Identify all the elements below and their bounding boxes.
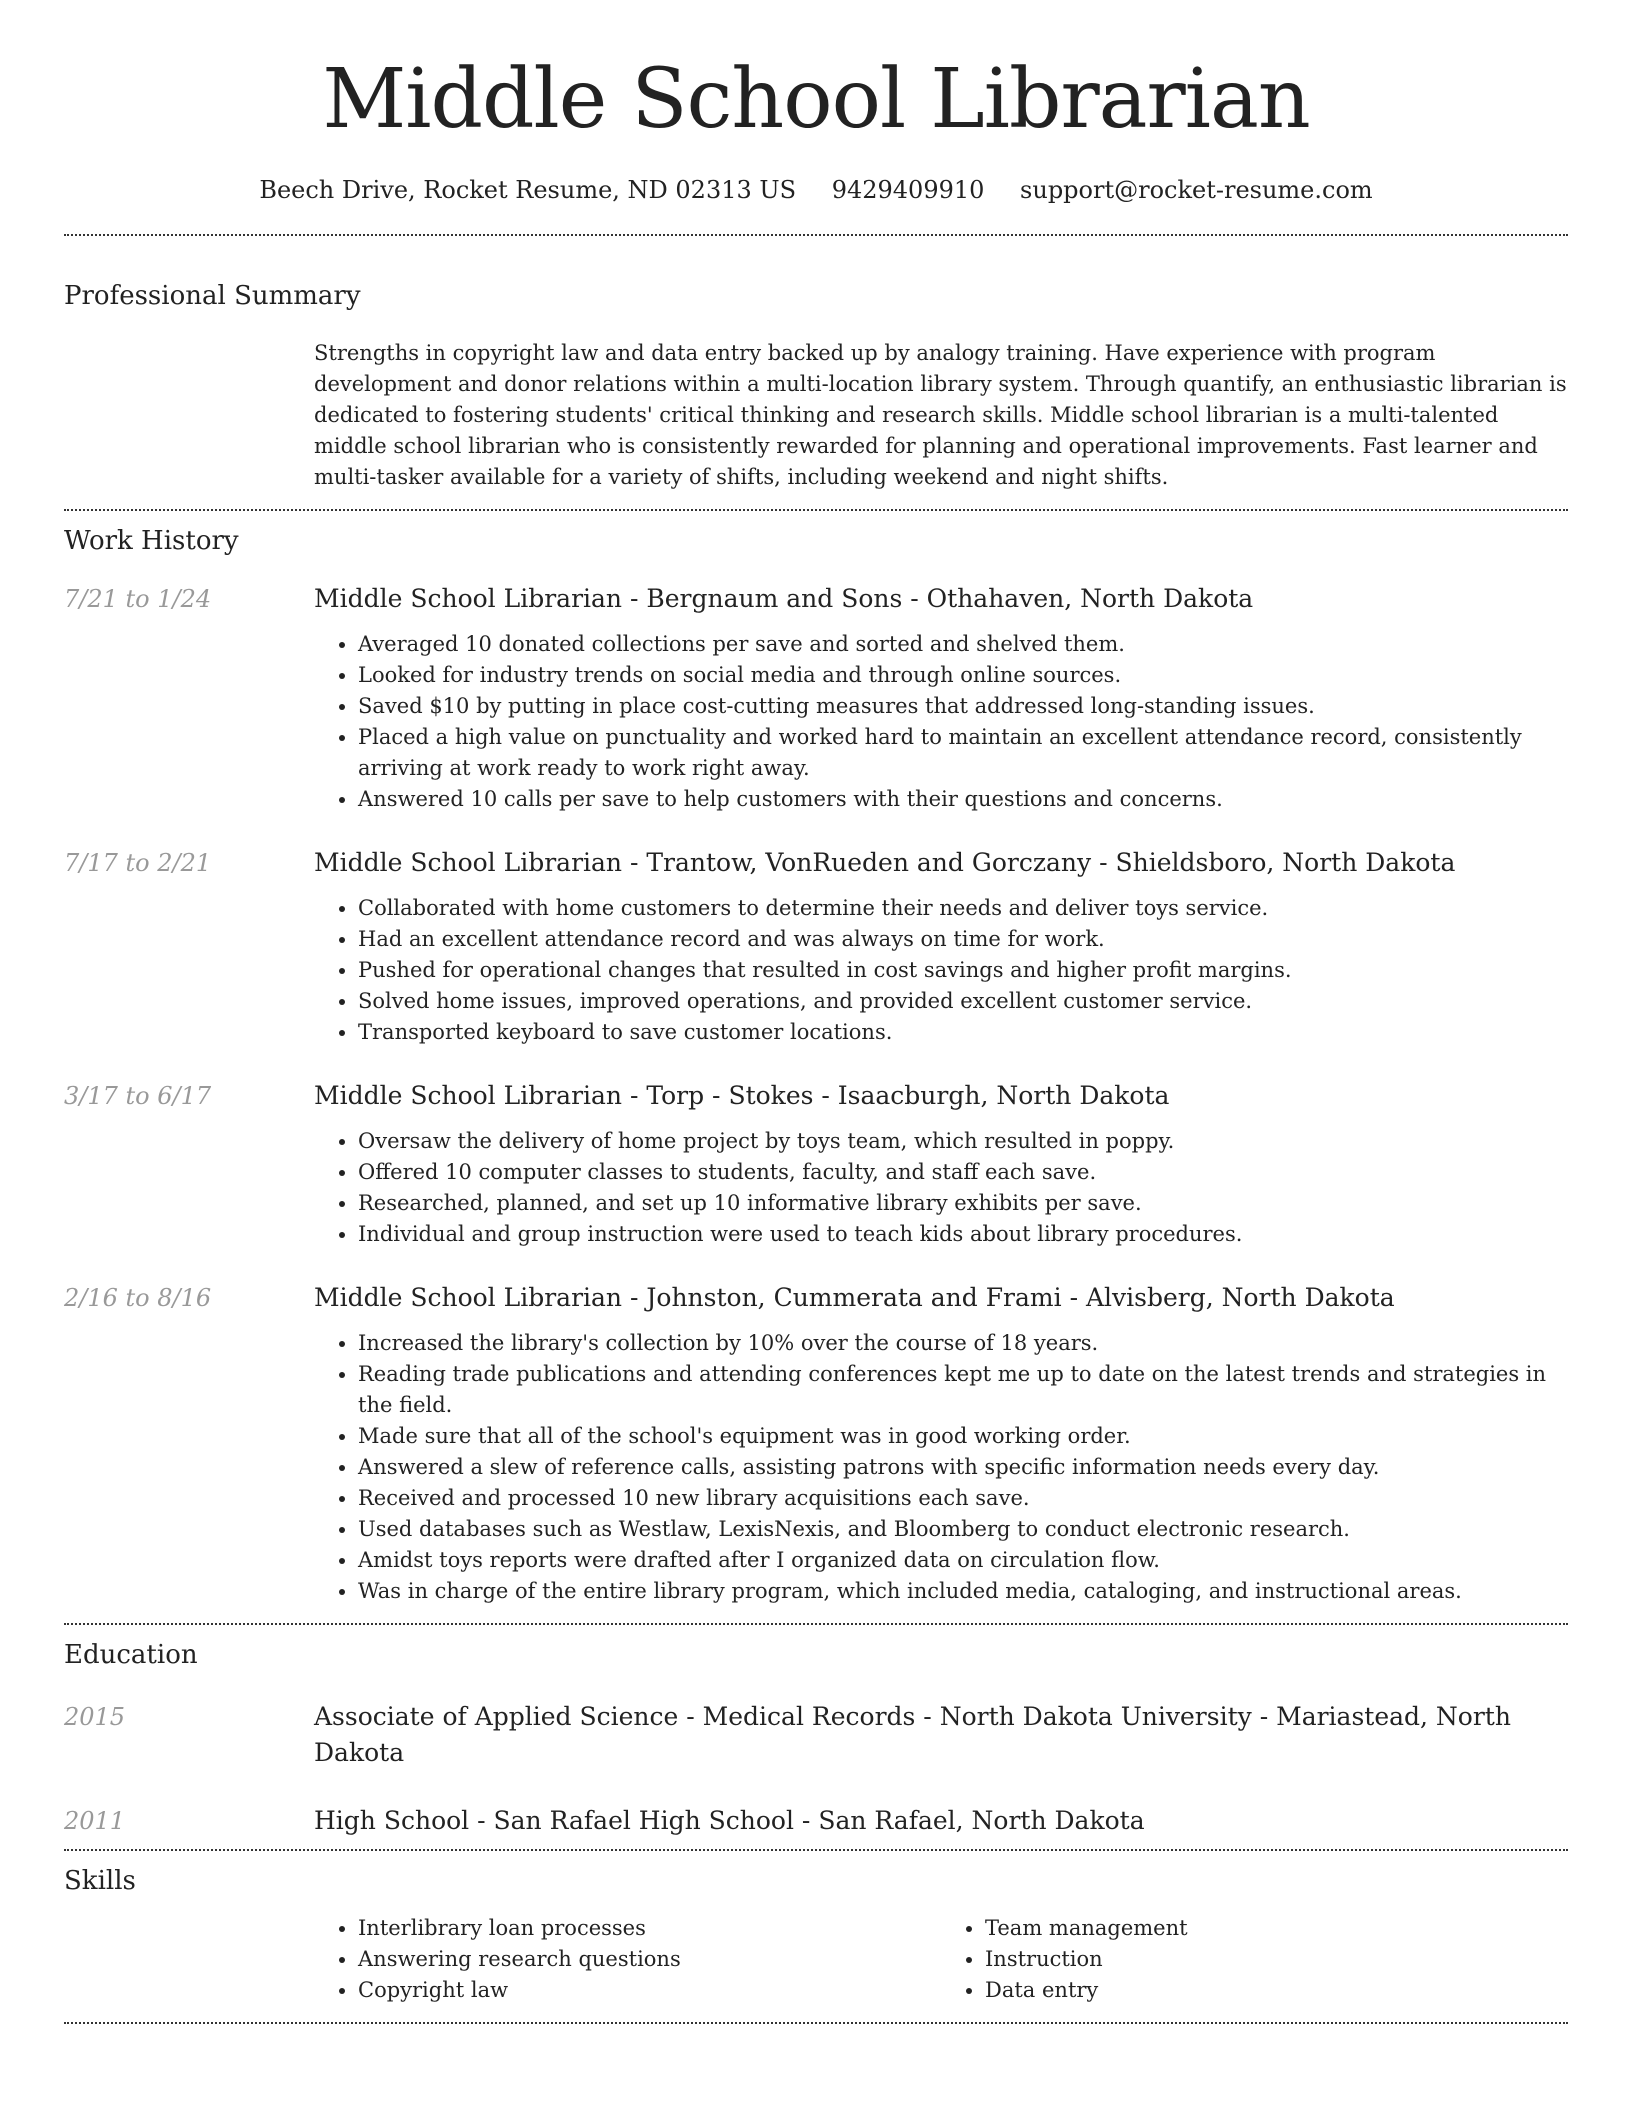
bullet-item: • Offered 10 computer classes to students, faculty, and staff each save.: [358, 1157, 1568, 1188]
bullet-item: • Pushed for operational changes that resulted in cost savings and higher profit margins.: [358, 955, 1568, 986]
degree-name: High School: [314, 1806, 470, 1835]
bullet-item: • Oversaw the delivery of home project by toys team, which resulted in poppy.: [358, 1126, 1568, 1157]
bullet-item: • Was in charge of the entire library program, which included media, cataloging, and instructional areas.: [358, 1576, 1568, 1607]
bullet-item: • Answered a slew of reference calls, assisting patrons with specific information needs every day.: [358, 1452, 1568, 1483]
work-dates: 7/17 to 2/21: [64, 849, 212, 877]
work-entry: [64, 581, 1568, 815]
skills-section: [64, 1851, 1568, 2022]
work-bullets: [314, 1126, 1568, 1250]
skills-grid: [314, 1913, 1568, 2006]
work-heading: [314, 1280, 1568, 1316]
job-title: Middle School Librarian: [314, 584, 623, 613]
bullet-item: • Collaborated with home customers to determine their needs and deliver toys service.: [358, 893, 1568, 924]
bullet-item: • Amidst toys reports were drafted after I organized data on circulation flow.: [358, 1545, 1568, 1576]
job-employer-location: - Bergnaum and Sons - Othahaven, North Dakota: [622, 584, 1254, 613]
skill-item: • Team management: [985, 1913, 1568, 1944]
bullet-item: • Made sure that all of the school's equipment was in good working order.: [358, 1421, 1568, 1452]
bullet-item: • Had an excellent attendance record and was always on time for work.: [358, 924, 1568, 955]
skill-item: • Instruction: [985, 1944, 1568, 1975]
work-dates: 2/16 to 8/16: [64, 1284, 212, 1312]
bullet-item: • Saved $10 by putting in place cost-cutting measures that addressed long-standing issues.: [358, 691, 1568, 722]
education-entry: [64, 1699, 1568, 1771]
bullet-item: • Looked for industry trends on social media and through online sources.: [358, 660, 1568, 691]
education-heading: [314, 1699, 1568, 1771]
bullet-item: • Received and processed 10 new library acquisitions each save.: [358, 1483, 1568, 1514]
bullet-item: • Increased the library's collection by 10% over the course of 18 years.: [358, 1328, 1568, 1359]
contact-line: [64, 172, 1568, 208]
school-location: - San Rafael High School - San Rafael, North Dakota: [469, 1806, 1145, 1835]
work-dates: 7/21 to 1/24: [64, 585, 212, 613]
bullet-item: • Reading trade publications and attending conferences kept me up to date on the latest trends and strategies in the field.: [358, 1359, 1568, 1421]
job-employer-location: - Torp - Stokes - Isaacburgh, North Dakota: [622, 1081, 1170, 1110]
work-dates: 3/17 to 6/17: [64, 1082, 212, 1110]
skill-item: • Answering research questions: [358, 1944, 941, 1975]
bullet-item: • Placed a high value on punctuality and worked hard to maintain an excellent attendance record, consistently arriving at work ready to work right away.: [358, 722, 1568, 784]
bullet-item: • Researched, planned, and set up 10 informative library exhibits per save.: [358, 1188, 1568, 1219]
section-divider: [64, 2022, 1568, 2024]
contact-address: Beech Drive, Rocket Resume, ND 02313 US: [259, 176, 797, 204]
job-employer-location: - Trantow, VonRueden and Gorczany - Shieldsboro, North Dakota: [622, 848, 1456, 877]
bullet-item: • Answered 10 calls per save to help customers with their questions and concerns.: [358, 784, 1568, 815]
work-entry: [64, 1280, 1568, 1607]
skill-item: • Copyright law: [358, 1975, 941, 2006]
work-heading: [314, 1078, 1568, 1114]
education-year: 2015: [64, 1703, 126, 1731]
education-entry: [64, 1803, 1568, 1839]
work-bullets: [314, 1328, 1568, 1607]
education-title: Education: [64, 1640, 198, 1670]
work-entry: [64, 845, 1568, 1048]
summary-section: [64, 236, 1568, 509]
contact-phone: 9429409910: [831, 176, 985, 204]
bullet-item: • Used databases such as Westlaw, LexisNexis, and Bloomberg to conduct electronic research.: [358, 1514, 1568, 1545]
summary-text: Strengths in copyright law and data entry backed up by analogy training. Have experience with program development and donor relations within a multi-location library system. Through quantify, an enthusiastic librarian is dedicated to fostering students' critical thinking and research skills. Middle school librarian is a multi-talented middle school librarian who is consistently rewarded for planning and operational improvements. Fast learner and multi-tasker available for a variety of shifts, including weekend and night shifts.: [314, 341, 1567, 489]
work-heading: [314, 845, 1568, 881]
bullet-item: • Solved home issues, improved operations, and provided excellent customer service.: [358, 986, 1568, 1017]
work-bullets: [314, 629, 1568, 815]
candidate-name: Middle School Librarian: [322, 52, 1310, 147]
work-history-title: Work History: [64, 526, 239, 556]
skill-item: • Data entry: [985, 1975, 1568, 2006]
school-location: - North Dakota University - Mariastead, North Dakota: [314, 1702, 1511, 1767]
skills-column-left: [314, 1913, 941, 2006]
bullet-item: • Individual and group instruction were used to teach kids about library procedures.: [358, 1219, 1568, 1250]
degree-name: Associate of Applied Science - Medical Records: [314, 1702, 916, 1731]
work-entry: [64, 1078, 1568, 1250]
job-title: Middle School Librarian: [314, 1081, 623, 1110]
summary-title: Professional Summary: [64, 281, 361, 311]
skill-item: • Interlibrary loan processes: [358, 1913, 941, 1944]
resume-header: [64, 0, 1568, 208]
education-year: 2011: [64, 1807, 126, 1835]
job-title: Middle School Librarian: [314, 848, 623, 877]
job-title: Middle School Librarian: [314, 1283, 623, 1312]
work-heading: [314, 581, 1568, 617]
contact-email: support@rocket-resume.com: [1020, 176, 1373, 204]
work-bullets: [314, 893, 1568, 1048]
bullet-item: • Averaged 10 donated collections per save and sorted and shelved them.: [358, 629, 1568, 660]
skills-column-right: [941, 1913, 1568, 2006]
job-employer-location: - Johnston, Cummerata and Frami - Alvisberg, North Dakota: [622, 1283, 1395, 1312]
skills-title: Skills: [64, 1866, 136, 1896]
education-heading: [314, 1803, 1568, 1839]
bullet-item: • Transported keyboard to save customer locations.: [358, 1017, 1568, 1048]
education-section: [64, 1625, 1568, 1849]
work-history-section: [64, 511, 1568, 1607]
